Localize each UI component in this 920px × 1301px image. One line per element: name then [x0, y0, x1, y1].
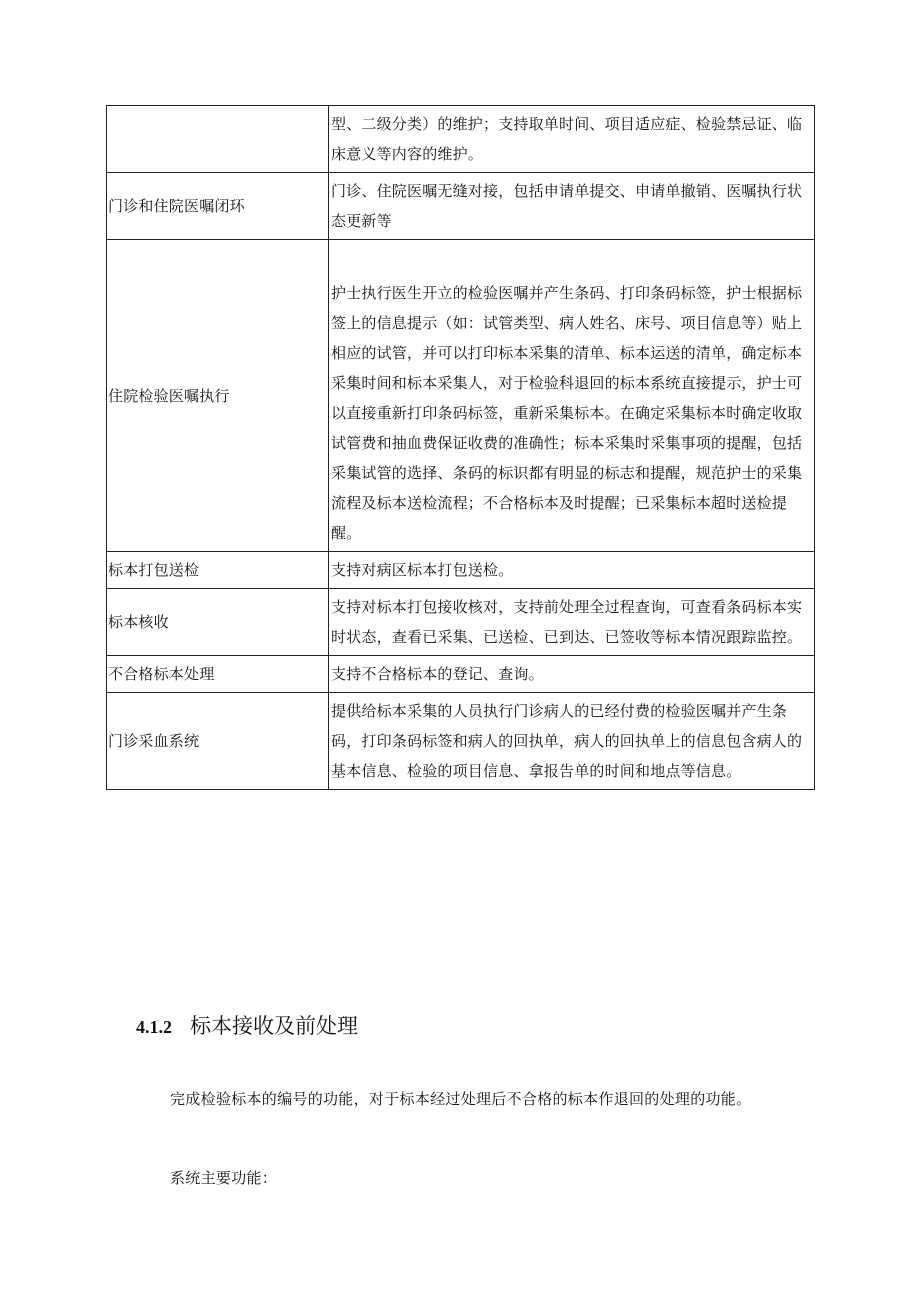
function-desc-cell: 支持不合格标本的登记、查询。	[329, 656, 815, 693]
function-desc-cell: 支持对标本打包接收核对，支持前处理全过程查询，可查看条码标本实时状态，查看已采集、已送检、已到达、已签收等标本情况跟踪监控。	[329, 589, 815, 656]
table-row	[107, 693, 815, 790]
table-row	[107, 589, 815, 656]
function-name-cell: 门诊采血系统	[107, 693, 329, 790]
function-name-cell: 住院检验医嘱执行	[107, 240, 329, 552]
function-desc-cell: 提供给标本采集的人员执行门诊病人的已经付费的检验医嘱并产生条码，打印条码标签和病人的回执单，病人的回执单上的信息包含病人的基本信息、检验的项目信息、拿报告单的时间和地点等信息。	[329, 693, 815, 790]
function-table	[106, 105, 815, 790]
section-number: 4.1.2	[136, 1017, 172, 1037]
function-name-cell	[107, 106, 329, 173]
table-row	[107, 240, 815, 552]
function-desc-cell: 型、二级分类）的维护；支持取单时间、项目适应症、检验禁忌证、临床意义等内容的维护。	[329, 106, 815, 173]
table-row	[107, 173, 815, 240]
table-row	[107, 106, 815, 173]
function-desc-cell: 门诊、住院医嘱无缝对接，包括申请单提交、申请单撤销、医嘱执行状态更新等	[329, 173, 815, 240]
section-title: 标本接收及前处理	[190, 1014, 358, 1038]
section-heading	[136, 1010, 358, 1040]
function-desc-cell: 支持对病区标本打包送检。	[329, 552, 815, 589]
function-name-cell: 不合格标本处理	[107, 656, 329, 693]
body-paragraph: 系统主要功能：	[170, 1169, 278, 1187]
body-paragraph: 完成检验标本的编号的功能，对于标本经过处理后不合格的标本作退回的处理的功能。	[170, 1090, 752, 1108]
function-name-cell: 门诊和住院医嘱闭环	[107, 173, 329, 240]
function-desc-cell: 护士执行医生开立的检验医嘱并产生条码、打印条码标签，护士根据标签上的信息提示（如：试管类型、病人姓名、床号、项目信息等）贴上相应的试管，并可以打印标本采集的清单、标本运送的清单，确定标本采集时间和标本采集人，对于检验科退回的标本系统直接提示，护士可以直接重新打印条码标签，重新采集标本。在确定采集标本时确定收取试管费和抽血费保证收费的准确性；标本采集时采集事项的提醒，包括采集试管的选择、条码的标识都有明显的标志和提醒，规范护士的采集流程及标本送检流程；不合格标本及时提醒；已采集标本超时送检提醒。	[329, 240, 815, 552]
function-name-cell: 标本核收	[107, 589, 329, 656]
table-row	[107, 552, 815, 589]
function-name-cell: 标本打包送检	[107, 552, 329, 589]
table-row	[107, 656, 815, 693]
